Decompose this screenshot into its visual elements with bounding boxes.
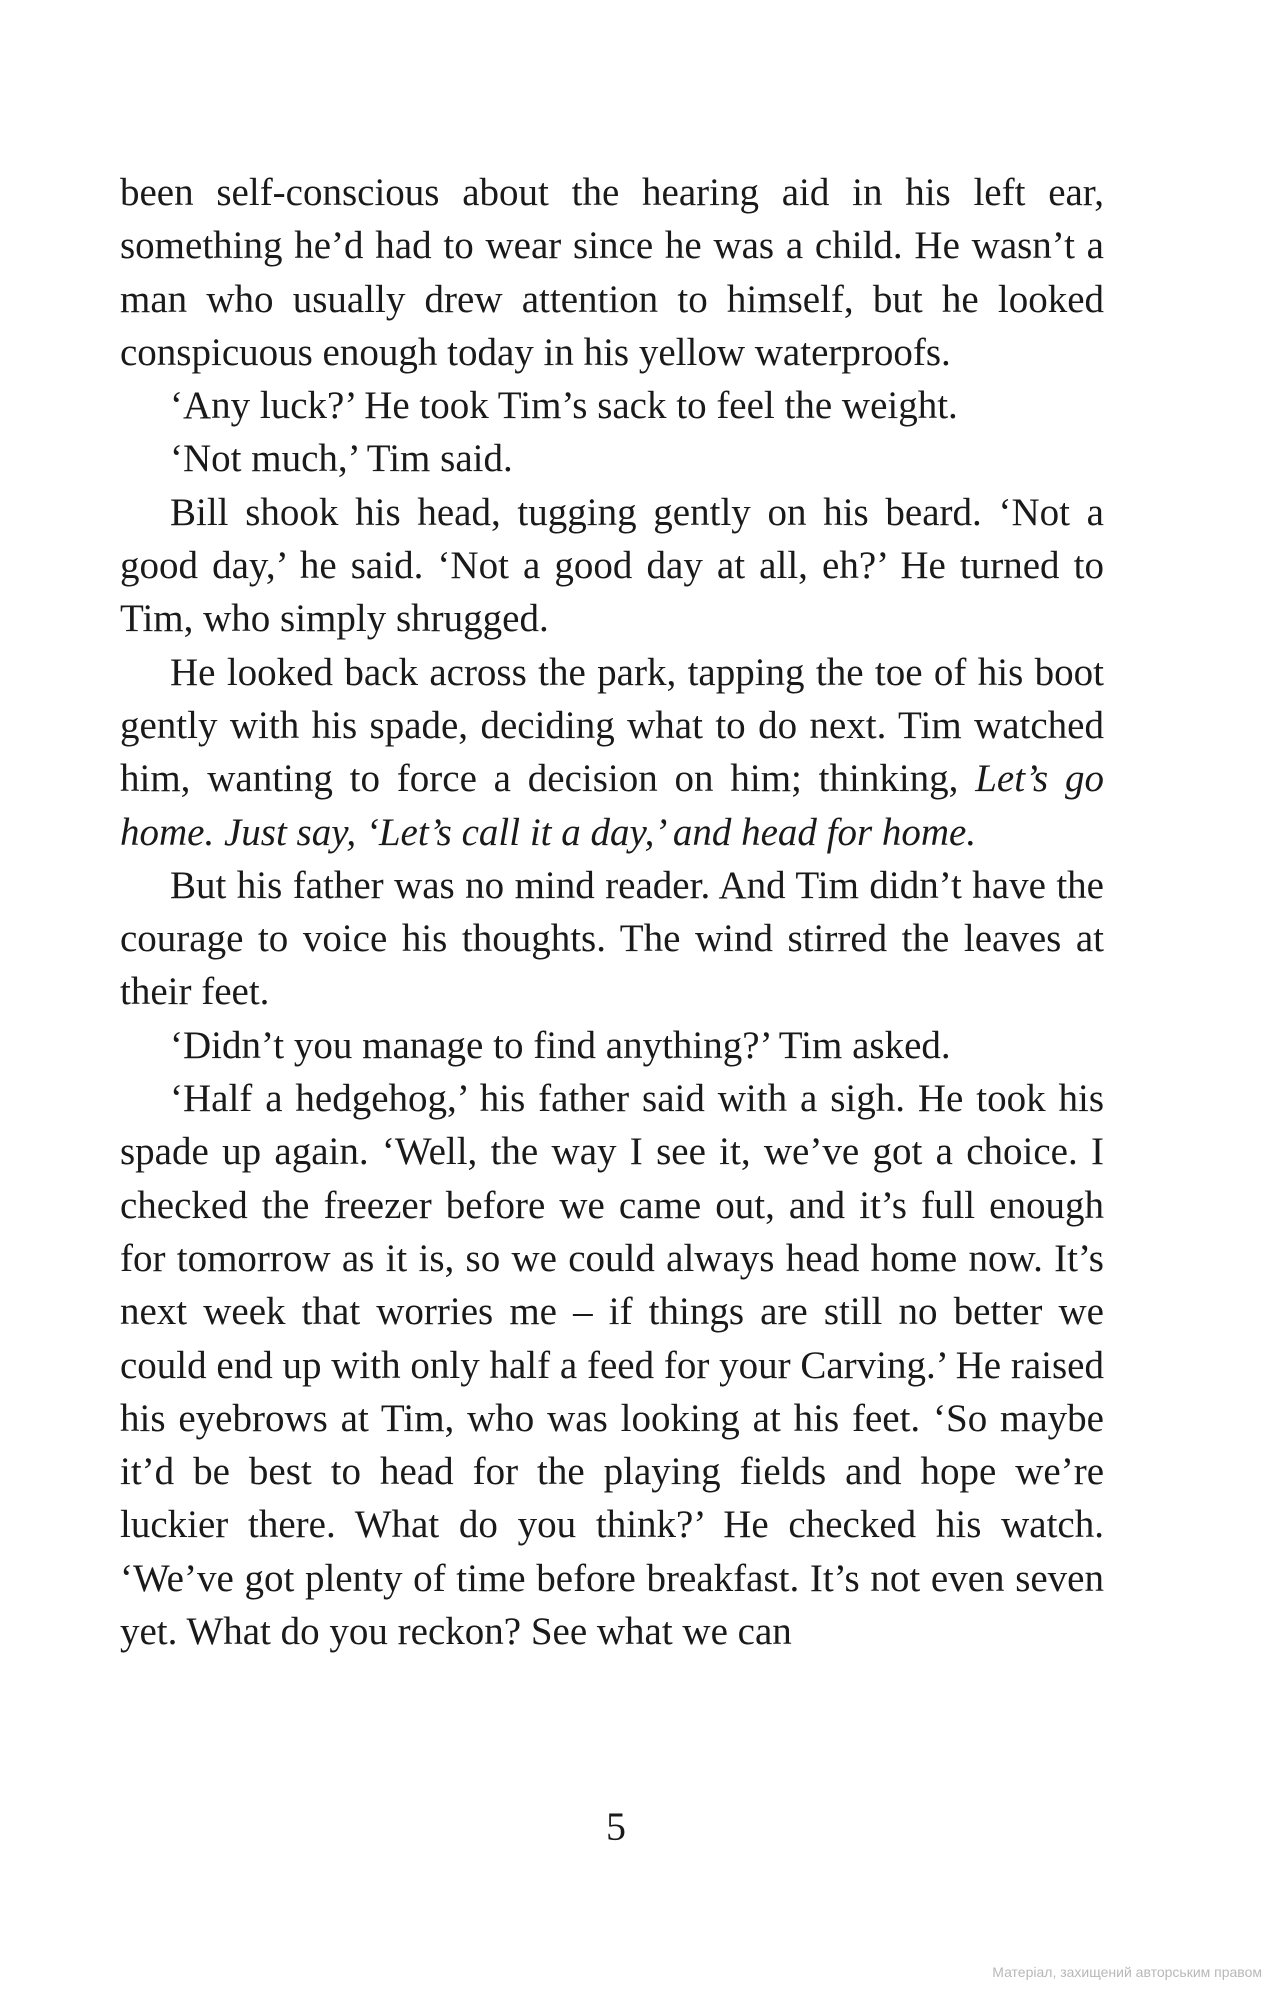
text-run: ‘Half a hedgehog,’ his father said with a sigh. He took his spade up again. ‘Well, the way I see it, we’ve got a choice. I checked the freezer before we came out, and it’s full enough for tomorrow as it is, so we could always head home now. It’s next week that worries me – if things are still no better we could end up with only half a feed for your Carving.’ He raised his eyebrows at Tim, who was looking at his feet. ‘So maybe it’d be best to head for the playing fields and hope we’re luckier there. What do you think?’ He checked his watch. ‘We’ve got plenty of time before breakfast. It’s not even seven yet. What do you reckon? See what we can — [120, 1077, 1104, 1654]
text-run: been self-conscious about the hearing aid in his left ear, something he’d had to wear since he was a child. He wasn’t a man who usually drew attention to himself, but he looked conspicuous enough today in his yellow waterproofs. — [120, 171, 1104, 374]
text-run: ‘Didn’t you manage to find anything?’ Tim asked. — [170, 1023, 951, 1067]
body-text — [120, 166, 1104, 1658]
text-run: But his father was no mind reader. And Tim didn’t have the courage to voice his thoughts. The wind stirred the leaves at their feet. — [120, 863, 1104, 1014]
text-run: He looked back across the park, tapping the toe of his boot gently with his spade, deciding what to do next. Tim watched him, wanting to force a decision on him; thinking, — [120, 650, 1104, 801]
italic-text: Let’s go home. Just say, ‘Let’s call it a day,’ and head for home. — [120, 757, 1104, 854]
paragraph — [120, 646, 1104, 859]
copyright-watermark: Матеріал, захищений авторським правом — [992, 1964, 1262, 1980]
paragraph — [120, 1072, 1104, 1658]
paragraph — [120, 859, 1104, 1019]
paragraph — [120, 432, 1104, 485]
text-run: Bill shook his head, tugging gently on his beard. ‘Not a good day,’ he said. ‘Not a good day at all, eh?’ He turned to Tim, who simply shrugged. — [120, 490, 1104, 641]
paragraph — [120, 166, 1104, 379]
paragraph — [120, 379, 1104, 432]
paragraph — [120, 1019, 1104, 1072]
text-run: ‘Any luck?’ He took Tim’s sack to feel the weight. — [170, 384, 958, 428]
page-number: 5 — [606, 1804, 626, 1849]
text-run: ‘Not much,’ Tim said. — [170, 437, 513, 481]
paragraph — [120, 486, 1104, 646]
